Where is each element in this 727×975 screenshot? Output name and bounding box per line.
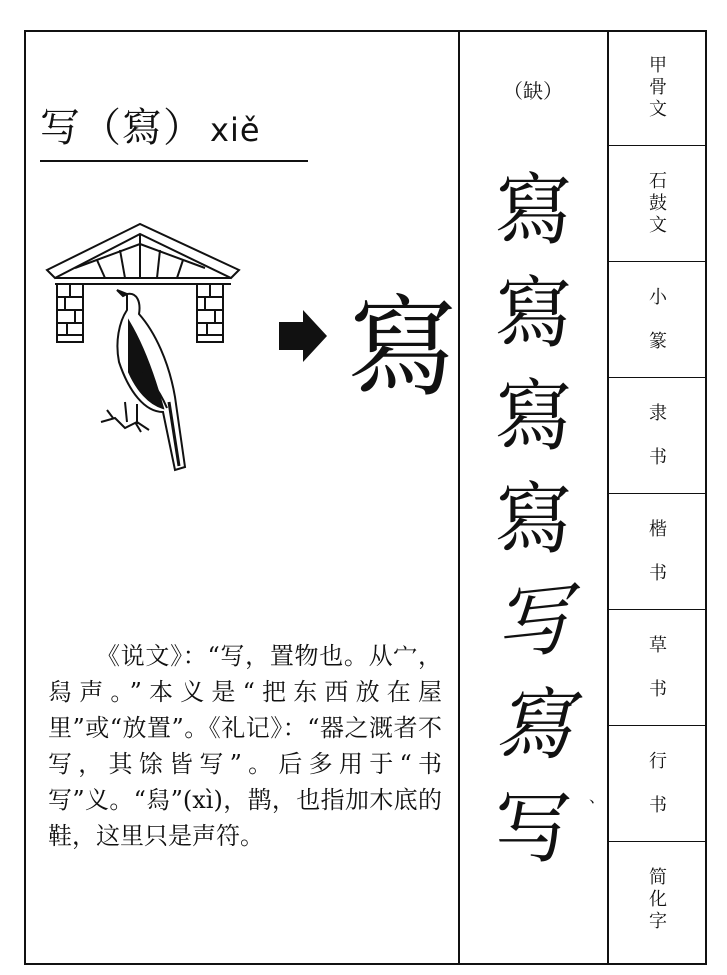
script-type-small-seal: 小 篆 xyxy=(609,262,707,378)
script-type-oracle-bone: 甲 骨 文 xyxy=(609,30,707,146)
stray-mark: 、 xyxy=(589,787,606,806)
script-type-clerical: 隶 书 xyxy=(609,378,707,494)
script-type-cursive: 草 书 xyxy=(609,610,707,726)
glyph-evolution-stack xyxy=(470,160,598,881)
glyph-clerical: 寫 xyxy=(494,372,573,462)
script-type-regular: 楷 书 xyxy=(609,494,707,610)
script-type-simplified: 简 化 字 xyxy=(649,867,667,932)
headword xyxy=(40,104,261,154)
glyph-small-seal: 寫 xyxy=(494,269,573,359)
column-divider-left xyxy=(458,30,460,965)
arrow-right-icon xyxy=(277,308,329,364)
seal-script-character: 寫 xyxy=(348,284,458,412)
etymology-description: 《说文》：“写，置物也。从宀，舄声。”本义是“把东西放在屋里”或“放置”。《礼记》：“器之溉者不写，其馀皆写”。后多用于“书写”义。“舄”(xì)，鹊，也指加木底的鞋，这里只是声符。 xyxy=(48,642,442,850)
headword-traditional: （寫） xyxy=(81,105,204,151)
house-roof-icon xyxy=(47,224,239,284)
glyph-stone-drum: 寫 xyxy=(494,166,573,256)
magpie-bird-icon xyxy=(101,290,185,470)
glyph-cursive: 写 xyxy=(490,574,578,672)
headword-pinyin: xiě xyxy=(210,111,261,149)
script-type-stone-drum: 石 鼓 文 xyxy=(609,146,707,262)
script-type-column xyxy=(609,30,707,958)
glyph-simplified: 写 xyxy=(494,784,573,874)
headword-underline xyxy=(40,160,308,162)
house-bird-illustration xyxy=(45,222,245,477)
script-type-running: 行 书 xyxy=(609,726,707,842)
oracle-bone-missing-label: （缺） xyxy=(503,79,563,103)
glyph-running: 寫 xyxy=(494,681,573,771)
glyph-regular: 寫 xyxy=(494,475,573,565)
headword-simplified: 写 xyxy=(40,105,81,151)
